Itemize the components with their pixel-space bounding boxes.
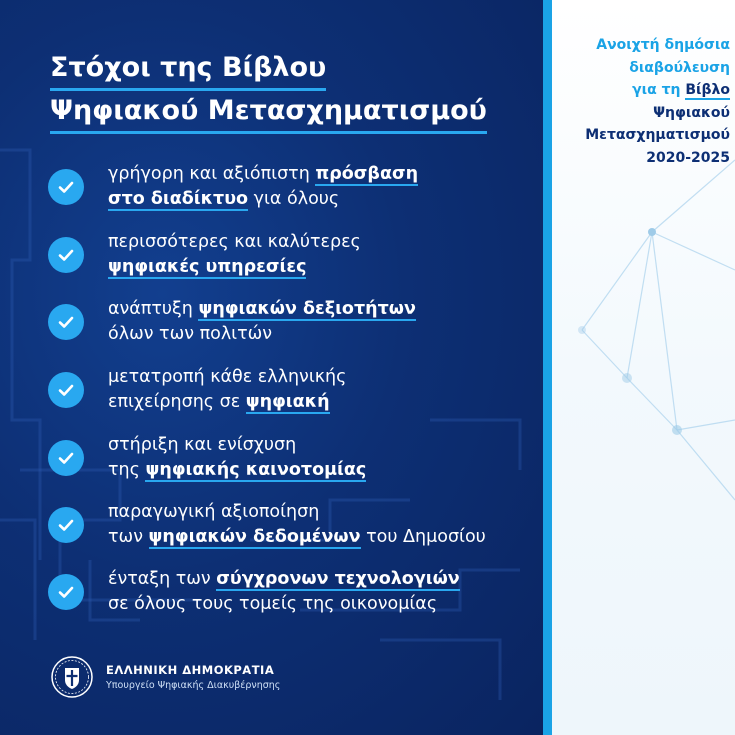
goal-text: περισσότερες και καλύτερες ψηφιακές υπηρεσίες	[108, 232, 361, 277]
footer-title: ΕΛΛΗΝΙΚΗ ΔΗΜΟΚΡΑΤΙΑ	[106, 663, 275, 677]
list-item	[48, 567, 460, 617]
right-panel	[552, 0, 735, 735]
page-title	[50, 48, 487, 134]
goal-text: ένταξη των σύγχρονων τεχνολογιών σε όλους τους τομείς της οικονομίας	[108, 569, 460, 614]
check-icon	[48, 237, 84, 273]
greek-emblem-icon	[50, 655, 94, 699]
list-item	[48, 230, 361, 280]
goal-text: στήριξη και ενίσχυση της ψηφιακής καινοτομίας	[108, 435, 367, 480]
check-icon	[48, 574, 84, 610]
footer-subtitle: Υπουργείο Ψηφιακής Διακυβέρνησης	[106, 680, 281, 691]
list-item	[48, 500, 486, 550]
list-item	[48, 297, 416, 347]
check-icon	[48, 372, 84, 408]
divider-bar	[543, 0, 552, 735]
check-icon	[48, 169, 84, 205]
goal-text: ανάπτυξη ψηφιακών δεξιοτήτων όλων των πολιτών	[108, 299, 416, 344]
consultation-text: Ανοιχτή δημόσια διαβούλευση για τη Βίβλο Ψηφιακού Μετασχηματισμού 2020-2025	[585, 37, 730, 166]
list-item	[48, 433, 366, 483]
footer-text	[106, 663, 280, 691]
goal-text: μετατροπή κάθε ελληνικής επιχείρησης σε ψηφιακή	[108, 367, 347, 412]
check-icon	[48, 507, 84, 543]
list-item	[48, 162, 418, 212]
check-icon	[48, 304, 84, 340]
footer	[50, 655, 280, 699]
title-line-1: Στόχοι της Βίβλου	[50, 48, 326, 91]
goal-text: γρήγορη και αξιόπιστη πρόσβαση στο διαδίκτυο για όλους	[108, 164, 419, 209]
goal-text: παραγωγική αξιοποίηση των ψηφιακών δεδομένων του Δημοσίου	[108, 502, 486, 547]
book-link: Βίβλο	[685, 82, 730, 98]
check-icon	[48, 440, 84, 476]
list-item	[48, 365, 346, 415]
title-line-2: Ψηφιακού Μετασχηματισμού	[50, 91, 487, 134]
